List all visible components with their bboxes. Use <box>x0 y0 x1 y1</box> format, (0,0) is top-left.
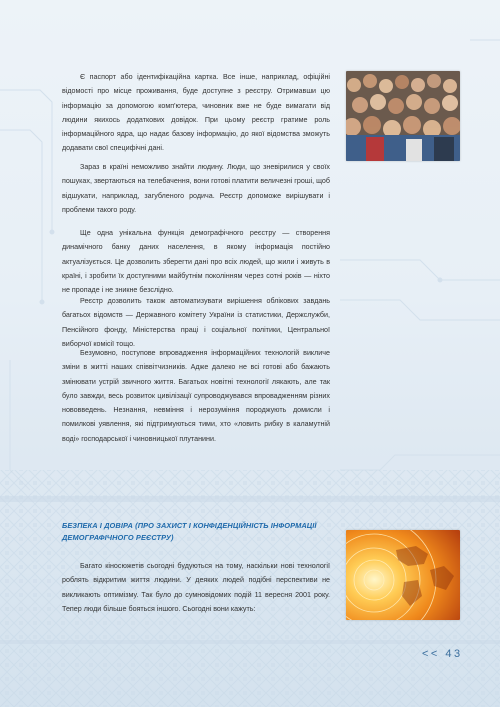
crowd-photo <box>346 71 460 161</box>
page-number: << 43 <box>422 648 463 660</box>
paragraph-3: Ще одна унікальна функція демографічного реєстру — створення динамічного банку даних населення, в якому інформація постійно актуалізується. Це дозволить зберегти дані про всіх людей, що жили і живуть в країні, і зробити їх доступними майбутнім поколінням через сотні років — ніхто не пропаде і не зникне безслідно. <box>62 229 330 295</box>
section-heading: БЕЗПЕКА І ДОВІРА (ПРО ЗАХИСТ І КОНФІДЕНЦІЙНІСТЬ ІНФОРМАЦІЇ ДЕМОГРАФІЧНОГО РЕЄСТРУ) <box>62 521 317 542</box>
paragraph-5: Безумовно, поступове впровадження інформаційних технологій викличе зміни в житті наших співвітчизників. Адже далеко не всі готові або бажають змінювати устрій звичного життя. Багатьох новітні технології лякають, але так було завжди, весь розвиток цивілізації супроводжувався впровадженням різних нововведень. Незнання, невміння і нерозуміння породжують домисли і помилкові уявлення, які підтримуються тими, хто «ловить рибку в каламутній воді» господарської і чиновницької плутанини. <box>62 349 330 443</box>
section-paragraph: Багато кіносюжетів сьогодні будуються на тому, наскільки нові технології роблять відкритим життя людини. У деяких людей подібні перспективи не викликають оптимізму. Так було до сумновідомих подій 11 вересня 2001 року. Тепер люди більше бояться іншого. Сьогодні вони кажуть: <box>62 562 330 613</box>
paragraph-1: Є паспорт або ідентифікаційна картка. Все інше, наприклад, офіційні відомості про місце проживання, буде доступне з реєстру. Отримавши цю інформацію за допомогою комп'ютера, чиновник вже не буде вимагати від людини якихось додаткових довідок. При цьому реєстр гратиме роль інформаційного ядра, що надає базову інформацію, до якої відомства зможуть додавати свої специфічні дані. <box>62 73 330 153</box>
paragraph-4: Реєстр дозволить також автоматизувати вирішення облікових завдань багатьох відомств — Державного комітету України із статистики, Держслужби, Пенсійного фонду, Міністерства праці і соціальної політики, Центральної виборчої комісії тощо. <box>62 297 330 348</box>
world-map-photo <box>346 530 460 620</box>
paragraph-2: Зараз в країні неможливо знайти людину. Люди, що зневірилися у своїх пошуках, звертаються на телебачення, вони готові платити величезні гроші, щоб відшукати, наприклад, загубленого родича. Реєстр допоможе вирішувати і проблеми такого роду. <box>62 163 330 214</box>
